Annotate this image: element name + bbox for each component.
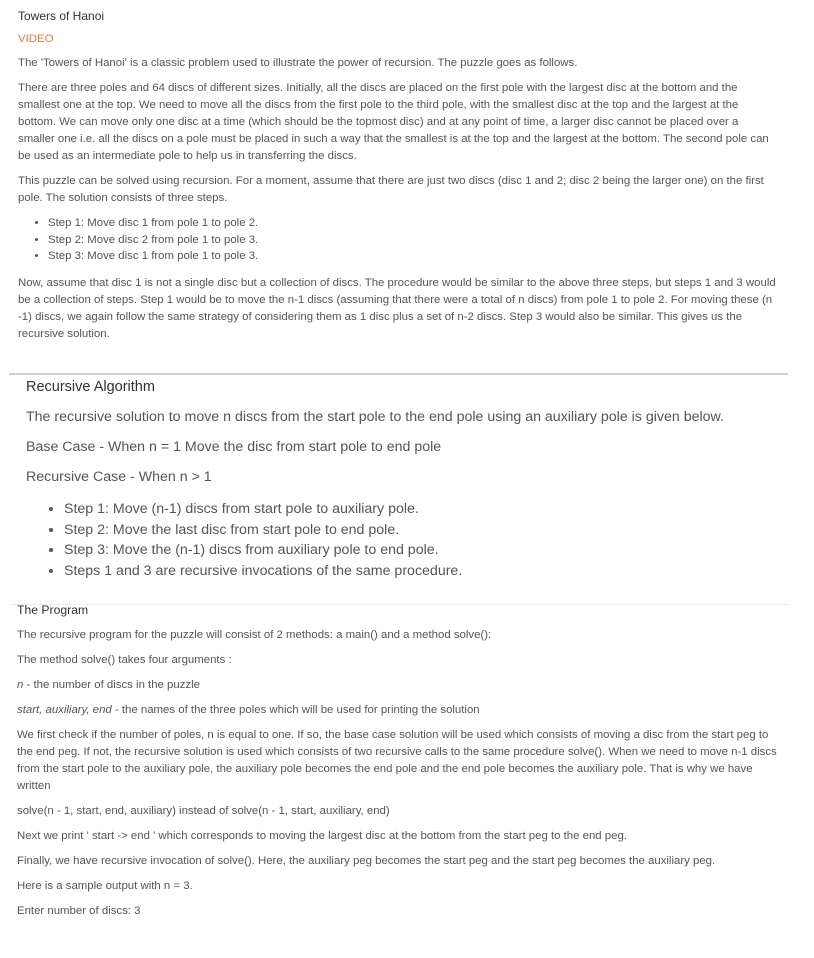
argument-poles-name: start, auxiliary, end bbox=[17, 704, 112, 716]
program-paragraph-7: Enter number of discs: 3 bbox=[17, 905, 141, 917]
algorithm-section bbox=[26, 377, 796, 582]
argument-n-desc: - the number of discs in the puzzle bbox=[23, 679, 200, 691]
base-case: Base Case - When n = 1 Move the disc from start pole to end pole bbox=[26, 439, 442, 455]
algorithm-steps-list bbox=[26, 499, 796, 582]
program-heading: The Program bbox=[17, 603, 89, 617]
argument-poles-desc: - the names of the three poles which will be used for printing the solution bbox=[111, 704, 480, 716]
program-paragraph-3: We first check if the number of poles, n is equal to one. If so, the base case solution will be used which consists of moving a disc from the start peg to the end peg. If not, the recursive solution is used which consists of two recursive calls to the same procedure solve(). When we need to move n-1 discs from the start pole to the auxiliary pole, the auxiliary pole becomes the end pole and the end pole becomes the auxiliary pole. That is why we have written bbox=[17, 729, 777, 792]
program-paragraph-1: The recursive program for the puzzle will consist of 2 methods: a main() and a method solve(): bbox=[17, 629, 492, 641]
intro-paragraph-2: There are three poles and 64 discs of different sizes. Initially, all the discs are placed on the first pole with the largest disc at the bottom and the smallest one at the top. We need to move all the discs from the first pole to the third pole, with the smallest disc at the top and the largest at the bottom. We can move only one disc at a time (which should be the topmost disc) and at any point of time, a larger disc cannot be placed over a smaller one i.e. all the discs on a pole must be placed in such a way that the smallest is at the top and the largest at the bottom. The second pole can be used as an intermediate pole to help us in transferring the discs. bbox=[18, 82, 769, 162]
two-disc-steps-list bbox=[18, 215, 778, 265]
list-item: • Step 3: Move disc 1 from pole 1 to pole 3. bbox=[48, 248, 778, 265]
page-title: Towers of Hanoi bbox=[18, 9, 105, 23]
recursive-case: Recursive Case - When n > 1 bbox=[26, 469, 212, 485]
argument-n-name: n bbox=[17, 679, 24, 691]
list-item: • Step 2: Move the last disc from start pole to end pole. bbox=[64, 520, 796, 541]
video-link[interactable]: VIDEO bbox=[18, 33, 54, 45]
list-item: • Step 1: Move disc 1 from pole 1 to pole 2. bbox=[48, 215, 778, 232]
argument-n bbox=[17, 677, 787, 694]
list-item: • Step 1: Move (n-1) discs from start pole to auxiliary pole. bbox=[64, 499, 796, 520]
code-line: solve(n - 1, start, end, auxiliary) instead of solve(n - 1, start, auxiliary, end) bbox=[17, 805, 390, 817]
algorithm-intro: The recursive solution to move n discs from the start pole to the end pole using an auxiliary pole is given below. bbox=[26, 409, 724, 425]
intro-paragraph-3: This puzzle can be solved using recursion. For a moment, assume that there are just two discs (disc 1 and 2; disc 2 being the larger one) on the first pole. The solution consists of three steps. bbox=[18, 175, 764, 204]
program-paragraph-5: Finally, we have recursive invocation of solve(). Here, the auxiliary peg becomes the start peg and the start peg becomes the auxiliary peg. bbox=[17, 855, 716, 867]
section-divider bbox=[9, 373, 788, 375]
intro-paragraph-1: The 'Towers of Hanoi' is a classic problem used to illustrate the power of recursion. The puzzle goes as follows. bbox=[18, 57, 578, 69]
program-paragraph-6: Here is a sample output with n = 3. bbox=[17, 880, 193, 892]
list-item: • Steps 1 and 3 are recursive invocations of the same procedure. bbox=[64, 561, 796, 582]
program-section bbox=[17, 602, 787, 928]
program-paragraph-2: The method solve() takes four arguments : bbox=[17, 654, 232, 666]
intro-section bbox=[18, 8, 778, 351]
argument-poles bbox=[17, 702, 787, 719]
list-item: • Step 2: Move disc 2 from pole 1 to pole 3. bbox=[48, 232, 778, 249]
program-paragraph-4: Next we print ' start -> end ' which corresponds to moving the largest disc at the bottom from the start peg to the end peg. bbox=[17, 830, 627, 842]
list-item: • Step 3: Move the (n-1) discs from auxiliary pole to end pole. bbox=[64, 540, 796, 561]
algorithm-heading: Recursive Algorithm bbox=[26, 379, 155, 395]
intro-paragraph-4: Now, assume that disc 1 is not a single disc but a collection of discs. The procedure would be similar to the above three steps, but steps 1 and 3 would be a collection of steps. Step 1 would be to move the n-1 discs (assuming that there were a total of n discs) from pole 1 to pole 2. For moving these (n -1) discs, we again follow the same strategy of considering them as 1 disc plus a set of n-2 discs. Step 3 would also be similar. This gives us the recursive solution. bbox=[18, 276, 776, 340]
